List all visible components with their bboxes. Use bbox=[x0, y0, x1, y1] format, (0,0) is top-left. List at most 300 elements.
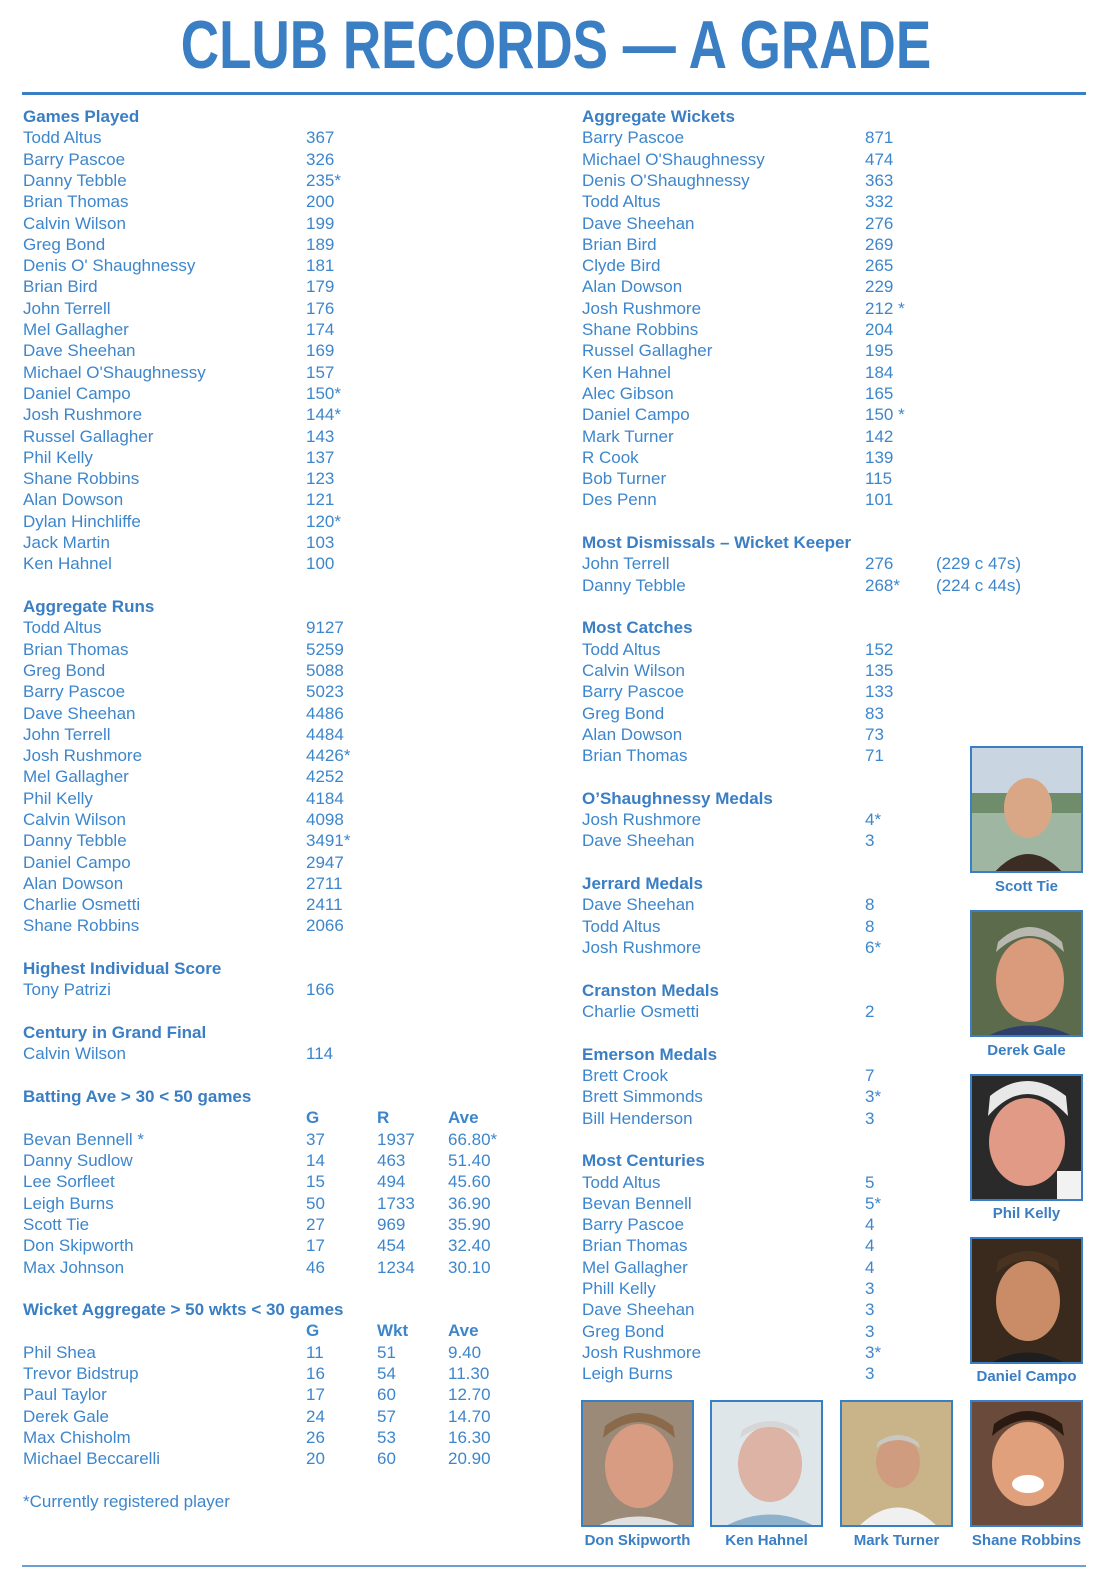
record-value: 3491* bbox=[306, 831, 351, 851]
player-name: Phil Kelly bbox=[23, 788, 93, 808]
record-row bbox=[23, 1342, 553, 1363]
record-value: 1234 bbox=[377, 1257, 415, 1277]
record-value: 16.30 bbox=[448, 1427, 491, 1447]
cranston-medals-title: Cranston Medals bbox=[582, 980, 719, 1000]
player-name: Dylan Hinchliffe bbox=[23, 511, 141, 531]
player-name: Josh Rushmore bbox=[23, 746, 143, 766]
record-row bbox=[23, 553, 553, 574]
player-name: Greg Bond bbox=[23, 660, 106, 680]
record-value: 463 bbox=[377, 1151, 406, 1171]
record-value: 1733 bbox=[377, 1193, 415, 1213]
player-name: Josh Rushmore bbox=[23, 405, 143, 425]
record-row bbox=[582, 447, 1102, 468]
record-row bbox=[23, 681, 553, 702]
record-value: 165 bbox=[865, 383, 894, 403]
record-row bbox=[582, 703, 1102, 724]
player-name: Josh Rushmore bbox=[582, 298, 702, 318]
record-row bbox=[23, 894, 553, 915]
record-value: 150* bbox=[306, 383, 341, 403]
record-value: 14 bbox=[306, 1151, 325, 1171]
player-name: Des Penn bbox=[582, 490, 657, 510]
record-value: 5088 bbox=[306, 660, 344, 680]
record-value: 3 bbox=[865, 1279, 875, 1299]
player-name: Dave Sheehan bbox=[23, 703, 136, 723]
record-row bbox=[23, 276, 553, 297]
record-value: 3 bbox=[865, 1300, 875, 1320]
record-value: 11 bbox=[306, 1342, 324, 1362]
record-row bbox=[23, 788, 553, 809]
player-name: Josh Rushmore bbox=[582, 938, 702, 958]
record-value: 174 bbox=[306, 320, 335, 340]
emerson-medals-title: Emerson Medals bbox=[582, 1044, 718, 1064]
wicket-aggregate-section bbox=[23, 1299, 553, 1469]
record-value: 100 bbox=[306, 554, 335, 574]
record-value: 1937 bbox=[377, 1129, 415, 1149]
record-row bbox=[582, 234, 1102, 255]
bottom-divider bbox=[22, 1565, 1086, 1567]
record-value: 24 bbox=[306, 1406, 325, 1426]
record-value: 150 * bbox=[865, 405, 905, 425]
record-value: 14.70 bbox=[448, 1406, 491, 1426]
column-header: G bbox=[306, 1108, 320, 1128]
record-value: 30.10 bbox=[448, 1257, 491, 1277]
record-row bbox=[582, 340, 1102, 361]
record-row bbox=[582, 660, 1102, 681]
century-final-section bbox=[23, 1022, 553, 1065]
record-value: (229 c 47s) bbox=[936, 554, 1022, 574]
record-value: 9127 bbox=[306, 618, 344, 638]
mark-turner-photo bbox=[840, 1400, 953, 1527]
record-row bbox=[582, 553, 1102, 574]
record-value: (224 c 44s) bbox=[936, 575, 1022, 595]
record-value: 204 bbox=[865, 320, 894, 340]
record-value: 37 bbox=[306, 1129, 325, 1149]
player-name: Dave Sheehan bbox=[582, 213, 695, 233]
record-value: 181 bbox=[306, 256, 335, 276]
record-value: 363 bbox=[865, 170, 894, 190]
record-row bbox=[23, 340, 553, 361]
player-name: Denis O' Shaughnessy bbox=[23, 256, 196, 276]
player-name: Russel Gallagher bbox=[582, 341, 713, 361]
player-name: Denis O'Shaughnessy bbox=[582, 170, 750, 190]
record-row bbox=[582, 362, 1102, 383]
record-row bbox=[23, 1257, 553, 1278]
record-value: 2711 bbox=[306, 873, 343, 893]
record-value: 4252 bbox=[306, 767, 344, 787]
record-row bbox=[23, 255, 553, 276]
player-name: Michael O'Shaughnessy bbox=[582, 149, 765, 169]
record-row bbox=[23, 1129, 553, 1150]
daniel-campo-caption: Daniel Campo bbox=[976, 1368, 1077, 1385]
aggregate-wickets-section bbox=[582, 106, 1102, 511]
record-row bbox=[23, 745, 553, 766]
mark-turner-caption: Mark Turner bbox=[853, 1532, 940, 1549]
player-name: Brian Thomas bbox=[23, 192, 129, 212]
record-value: 474 bbox=[865, 149, 894, 169]
player-name: John Terrell bbox=[23, 298, 111, 318]
catches-title: Most Catches bbox=[582, 618, 693, 638]
record-row bbox=[23, 1214, 553, 1235]
record-row bbox=[23, 191, 553, 212]
record-value: 15 bbox=[306, 1172, 325, 1192]
player-name: Derek Gale bbox=[23, 1406, 109, 1426]
record-value: 17 bbox=[306, 1236, 325, 1256]
player-name: Don Skipworth bbox=[23, 1236, 134, 1256]
player-name: Shane Robbins bbox=[23, 469, 140, 489]
record-value: 11.30 bbox=[448, 1364, 490, 1384]
player-name: Greg Bond bbox=[582, 703, 665, 723]
left-column bbox=[23, 106, 553, 1512]
record-value: 332 bbox=[865, 192, 894, 212]
scott-tie-photo bbox=[970, 746, 1083, 873]
record-value: 269 bbox=[865, 234, 894, 254]
record-value: 199 bbox=[306, 213, 335, 233]
record-value: 8 bbox=[865, 916, 875, 936]
record-value: 2 bbox=[865, 1002, 875, 1022]
record-value: 26 bbox=[306, 1427, 325, 1447]
record-value: 135 bbox=[865, 661, 894, 680]
record-row bbox=[23, 532, 553, 553]
record-row bbox=[23, 383, 553, 404]
player-name: Charlie Osmetti bbox=[23, 895, 141, 915]
record-row bbox=[582, 127, 1102, 148]
jerrard-medals-title: Jerrard Medals bbox=[582, 874, 703, 894]
player-name: Alan Dowson bbox=[582, 724, 683, 744]
don-skipworth-photo bbox=[581, 1400, 694, 1527]
aggregate-runs-section bbox=[23, 596, 553, 937]
player-name: Brian Thomas bbox=[582, 1236, 688, 1256]
record-value: 179 bbox=[306, 277, 335, 297]
record-row bbox=[23, 426, 553, 447]
record-value: 4* bbox=[865, 810, 882, 830]
record-row bbox=[23, 1427, 553, 1448]
record-row bbox=[23, 1043, 553, 1064]
record-value: 166 bbox=[306, 980, 335, 1000]
record-value: 169 bbox=[306, 341, 335, 361]
column-header: R bbox=[377, 1108, 390, 1128]
record-value: 12.70 bbox=[448, 1385, 491, 1405]
player-name: Todd Altus bbox=[582, 192, 661, 212]
player-name: Max Chisholm bbox=[23, 1427, 131, 1447]
record-row bbox=[582, 149, 1102, 170]
record-value: 494 bbox=[377, 1172, 406, 1192]
record-value: 5023 bbox=[306, 682, 344, 702]
player-name: Bevan Bennell * bbox=[23, 1129, 144, 1149]
record-value: 103 bbox=[306, 533, 335, 553]
player-name: Brian Thomas bbox=[23, 639, 129, 659]
record-value: 20.90 bbox=[448, 1449, 491, 1469]
record-value: 2066 bbox=[306, 916, 344, 936]
record-value: 36.90 bbox=[448, 1193, 491, 1213]
player-name: Ken Hahnel bbox=[582, 362, 671, 382]
player-name: Russel Gallagher bbox=[23, 426, 154, 446]
record-value: 51 bbox=[377, 1342, 396, 1362]
player-name: R Cook bbox=[582, 447, 639, 467]
scott-tie-caption: Scott Tie bbox=[994, 878, 1059, 895]
player-name: Barry Pascoe bbox=[23, 149, 126, 169]
record-value: 268* bbox=[865, 575, 900, 595]
player-name: Alan Dowson bbox=[23, 490, 124, 510]
record-value: 454 bbox=[377, 1236, 406, 1256]
player-name: Todd Altus bbox=[23, 128, 102, 148]
record-value: 71 bbox=[865, 746, 884, 766]
top-divider bbox=[22, 92, 1086, 95]
player-name: Barry Pascoe bbox=[582, 1215, 685, 1235]
record-value: 4484 bbox=[306, 724, 344, 744]
player-name: Josh Rushmore bbox=[582, 810, 702, 830]
player-name: Calvin Wilson bbox=[23, 1044, 126, 1064]
player-name: Shane Robbins bbox=[23, 916, 140, 936]
player-name: Brett Simmonds bbox=[582, 1087, 703, 1107]
player-name: Scott Tie bbox=[23, 1214, 90, 1234]
record-row bbox=[23, 830, 553, 851]
column-header: G bbox=[306, 1321, 320, 1341]
record-value: 4 bbox=[865, 1257, 875, 1277]
record-value: 101 bbox=[865, 490, 894, 510]
record-value: 326 bbox=[306, 149, 335, 169]
record-row bbox=[582, 426, 1102, 447]
record-row bbox=[582, 489, 1102, 510]
record-row bbox=[582, 170, 1102, 191]
record-value: 276 bbox=[865, 213, 894, 233]
player-name: John Terrell bbox=[23, 724, 111, 744]
record-value: 3 bbox=[865, 831, 875, 851]
record-row bbox=[23, 1171, 553, 1192]
player-name: Max Johnson bbox=[23, 1257, 125, 1277]
record-value: 115 bbox=[865, 469, 893, 489]
record-value: 195 bbox=[865, 341, 894, 361]
player-name: Josh Rushmore bbox=[582, 1342, 702, 1362]
player-name: Todd Altus bbox=[23, 618, 102, 638]
record-row bbox=[23, 319, 553, 340]
player-name: Alan Dowson bbox=[582, 277, 683, 297]
record-row bbox=[23, 149, 553, 170]
batting-ave-header-row bbox=[23, 1107, 553, 1128]
record-row bbox=[23, 1406, 553, 1427]
record-row bbox=[23, 1235, 553, 1256]
record-row bbox=[582, 575, 1102, 596]
player-name: Phill Kelly bbox=[582, 1279, 656, 1299]
record-value: 189 bbox=[306, 234, 335, 254]
record-value: 60 bbox=[377, 1385, 396, 1405]
record-value: 4486 bbox=[306, 703, 344, 723]
record-value: 4 bbox=[865, 1236, 875, 1256]
ken-hahnel-photo bbox=[710, 1400, 823, 1527]
phil-kelly-photo bbox=[970, 1074, 1083, 1201]
player-name: Bob Turner bbox=[582, 469, 667, 489]
record-value: 200 bbox=[306, 192, 335, 212]
daniel-campo-photo bbox=[970, 1237, 1083, 1364]
player-name: Greg Bond bbox=[23, 234, 106, 254]
shane-robbins-caption: Shane Robbins bbox=[971, 1532, 1082, 1549]
record-value: 7 bbox=[865, 1066, 875, 1086]
record-value: 235* bbox=[306, 170, 341, 190]
record-row bbox=[23, 809, 553, 830]
player-name: Tony Patrizi bbox=[23, 980, 111, 1000]
dismissals-section bbox=[582, 532, 1102, 596]
games-played-section bbox=[23, 106, 553, 575]
record-value: 139 bbox=[865, 447, 894, 467]
wicket-aggregate-header-row bbox=[23, 1320, 553, 1341]
derek-gale-photo bbox=[970, 910, 1083, 1037]
games-played-title: Games Played bbox=[23, 107, 140, 126]
record-row bbox=[582, 276, 1102, 297]
record-row bbox=[23, 234, 553, 255]
highest-score-section bbox=[23, 958, 553, 1001]
record-value: 3 bbox=[865, 1108, 875, 1128]
record-row bbox=[23, 979, 553, 1000]
record-value: 45.60 bbox=[448, 1172, 491, 1192]
player-name: Daniel Campo bbox=[23, 852, 131, 872]
record-row bbox=[23, 1193, 553, 1214]
player-name: Daniel Campo bbox=[23, 383, 131, 403]
record-value: 4 bbox=[865, 1215, 875, 1235]
record-value: 9.40 bbox=[448, 1342, 482, 1362]
record-value: 20 bbox=[306, 1449, 325, 1469]
record-value: 157 bbox=[306, 362, 335, 382]
player-name: Phil Kelly bbox=[23, 447, 93, 467]
record-value: 4098 bbox=[306, 809, 344, 829]
highest-score-title: Highest Individual Score bbox=[23, 959, 222, 979]
player-name: Calvin Wilson bbox=[582, 661, 685, 680]
player-name: Dave Sheehan bbox=[23, 341, 136, 361]
player-name: Todd Altus bbox=[582, 1172, 661, 1192]
player-name: Ken Hahnel bbox=[23, 554, 112, 574]
record-row bbox=[23, 1384, 553, 1405]
record-value: 3* bbox=[865, 1342, 882, 1362]
record-row bbox=[23, 724, 553, 745]
player-name: Bill Henderson bbox=[582, 1108, 693, 1128]
record-value: 5259 bbox=[306, 639, 344, 659]
player-name: Dave Sheehan bbox=[582, 1300, 695, 1320]
record-value: 123 bbox=[306, 469, 335, 489]
player-name: Todd Altus bbox=[582, 639, 661, 659]
record-value: 50 bbox=[306, 1193, 325, 1213]
record-value: 137 bbox=[306, 447, 335, 467]
record-row bbox=[582, 639, 1102, 660]
player-name: Bevan Bennell bbox=[582, 1193, 692, 1213]
player-name: Calvin Wilson bbox=[23, 809, 126, 829]
record-value: 17 bbox=[306, 1385, 325, 1405]
record-row bbox=[23, 489, 553, 510]
record-row bbox=[582, 468, 1102, 489]
player-name: Lee Sorfleet bbox=[23, 1172, 115, 1192]
player-name: Jack Martin bbox=[23, 533, 110, 553]
record-row bbox=[582, 724, 1102, 745]
column-header: Ave bbox=[448, 1321, 479, 1341]
record-value: 66.80* bbox=[448, 1129, 498, 1149]
record-row bbox=[23, 703, 553, 724]
record-row bbox=[23, 404, 553, 425]
player-name: Leigh Burns bbox=[23, 1193, 114, 1213]
player-name: Charlie Osmetti bbox=[582, 1002, 700, 1022]
record-row bbox=[23, 511, 553, 532]
player-name: Danny Sudlow bbox=[23, 1151, 133, 1171]
player-name: Dave Sheehan bbox=[582, 831, 695, 851]
record-row bbox=[23, 852, 553, 873]
footnote: *Currently registered player bbox=[23, 1491, 230, 1511]
record-row bbox=[23, 127, 553, 148]
column-header: Wkt bbox=[377, 1321, 409, 1341]
record-value: 4184 bbox=[306, 788, 344, 808]
player-name: Clyde Bird bbox=[582, 256, 661, 276]
player-name: Phil Shea bbox=[23, 1342, 96, 1362]
record-value: 121 bbox=[306, 490, 335, 510]
record-value: 57 bbox=[377, 1406, 396, 1426]
record-value: 35.90 bbox=[448, 1214, 491, 1234]
record-value: 265 bbox=[865, 256, 894, 276]
record-row bbox=[23, 639, 553, 660]
oshaughnessy-medals-title: O’Shaughnessy Medals bbox=[582, 788, 773, 808]
aggregate-runs-title: Aggregate Runs bbox=[23, 596, 155, 616]
record-row bbox=[582, 213, 1102, 234]
player-name: Greg Bond bbox=[582, 1321, 665, 1341]
record-value: 3 bbox=[865, 1364, 875, 1384]
page-title: CLUB RECORDS — A GRADE bbox=[180, 7, 932, 83]
record-value: 367 bbox=[306, 128, 335, 148]
player-name: Barry Pascoe bbox=[23, 682, 126, 702]
column-header: Ave bbox=[448, 1108, 479, 1128]
player-name: Mel Gallagher bbox=[23, 320, 129, 340]
record-row bbox=[582, 404, 1102, 425]
batting-average-section bbox=[23, 1086, 553, 1278]
don-skipworth-caption: Don Skipworth bbox=[584, 1532, 691, 1549]
record-row bbox=[23, 1150, 553, 1171]
batting-ave-title: Batting Ave > 30 < 50 games bbox=[23, 1087, 252, 1107]
record-row bbox=[23, 1363, 553, 1384]
record-row bbox=[23, 447, 553, 468]
catches-section bbox=[582, 617, 1102, 766]
record-value: 54 bbox=[377, 1364, 396, 1384]
record-value: 176 bbox=[306, 298, 335, 318]
record-row bbox=[23, 468, 553, 489]
record-value: 969 bbox=[377, 1214, 406, 1234]
record-row bbox=[23, 362, 553, 383]
record-value: 5* bbox=[865, 1193, 882, 1213]
record-value: 53 bbox=[377, 1427, 396, 1447]
record-value: 51.40 bbox=[448, 1151, 491, 1171]
record-value: 229 bbox=[865, 277, 894, 297]
record-value: 4426* bbox=[306, 746, 351, 766]
record-value: 73 bbox=[865, 724, 884, 744]
ken-hahnel-caption: Ken Hahnel bbox=[725, 1532, 808, 1549]
player-name: Michael O'Shaughnessy bbox=[23, 362, 206, 382]
player-name: Brett Crook bbox=[582, 1066, 668, 1086]
record-value: 3* bbox=[865, 1087, 882, 1107]
record-value: 2411 bbox=[306, 895, 343, 915]
record-value: 276 bbox=[865, 554, 894, 574]
player-name: Leigh Burns bbox=[582, 1364, 673, 1384]
record-row bbox=[582, 298, 1102, 319]
record-value: 152 bbox=[865, 639, 894, 659]
record-value: 114 bbox=[306, 1044, 334, 1064]
player-name: Barry Pascoe bbox=[582, 128, 685, 148]
record-row bbox=[582, 319, 1102, 340]
player-name: Mel Gallagher bbox=[23, 767, 129, 787]
player-name: Brian Bird bbox=[582, 234, 657, 254]
player-name: Alec Gibson bbox=[582, 383, 674, 403]
player-name: Dave Sheehan bbox=[582, 895, 695, 915]
record-value: 212 * bbox=[865, 298, 905, 318]
record-value: 60 bbox=[377, 1449, 396, 1469]
record-value: 16 bbox=[306, 1364, 325, 1384]
record-row bbox=[23, 298, 553, 319]
record-row bbox=[23, 766, 553, 787]
record-row bbox=[582, 383, 1102, 404]
player-name: Paul Taylor bbox=[23, 1385, 107, 1405]
record-value: 83 bbox=[865, 703, 884, 723]
player-name: Alan Dowson bbox=[23, 873, 124, 893]
